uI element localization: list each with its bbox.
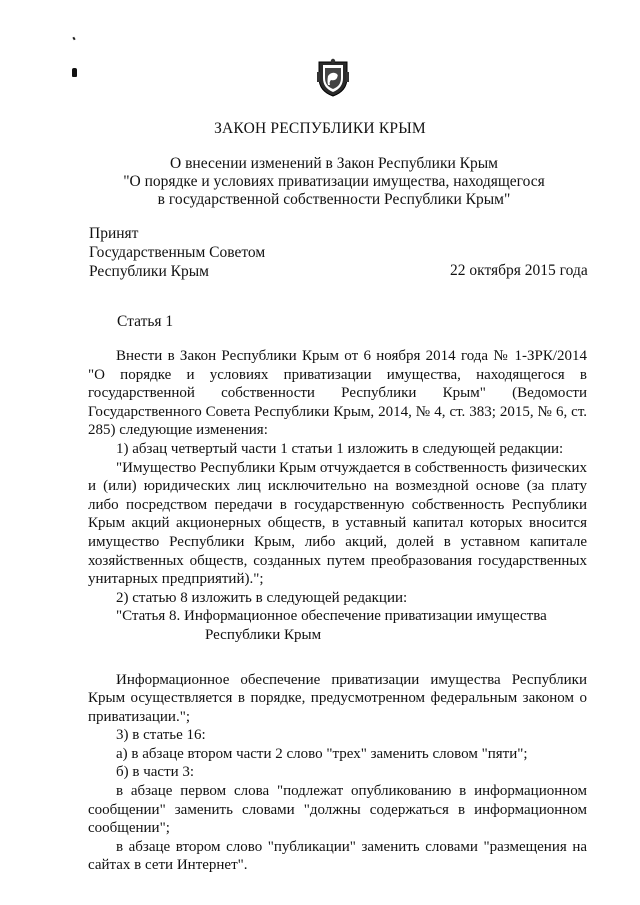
adoption-date: 22 октября 2015 года — [450, 262, 588, 279]
amended-article-heading: "Статья 8. Информационное обеспечение приватизации имущества — [116, 608, 547, 625]
amendment-item-3b: б) в части 3: — [116, 764, 195, 781]
adoption-line: Государственным Советом — [89, 244, 266, 261]
amendment-item-1: 1) абзац четвертый части 1 статьи 1 изложить в следующей редакции: — [116, 440, 564, 457]
law-subtitle — [0, 155, 640, 209]
amendment-item-3: 3) в статье 16: — [116, 727, 206, 744]
article-heading: Статья 1 — [117, 313, 174, 330]
scan-mark — [72, 37, 75, 41]
law-title: ЗАКОН РЕСПУБЛИКИ КРЫМ — [214, 120, 426, 137]
amendment-item-2-text: Информационное обеспечение приватизации имущества Республики Крым осуществляется в порядке, предусмотренном федеральным законом о приватизации."; — [88, 671, 587, 725]
amendment-item-2: 2) статью 8 изложить в следующей редакции: — [116, 589, 408, 606]
scan-mark — [72, 68, 77, 77]
subtitle-line: в государственной собственности Республики Крым" — [157, 191, 511, 208]
amendment-item-3b-1: в абзаце первом слова "подлежат опубликованию в информационном сообщении" заменить словами "должны содержаться в информационном сообщении"; — [88, 783, 587, 837]
subtitle-line: О внесении изменений в Закон Республики Крым — [170, 155, 498, 172]
amendment-item-3a: а) в абзаце втором части 2 слово "трех" заменить словом "пяти"; — [116, 745, 528, 762]
amendment-item-3b-2: в абзаце втором слово "публикации" заменить словами "размещения на сайтах в сети Интернет". — [88, 838, 587, 874]
spacer — [88, 645, 587, 671]
adoption-line: Республики Крым — [89, 263, 209, 280]
adoption-block — [89, 224, 265, 281]
subtitle-line: "О порядке и условиях приватизации имущества, находящегося — [123, 173, 545, 190]
article-intro: Внести в Закон Республики Крым от 6 ноября 2014 года № 1-ЗРК/2014 "О порядке и условиях приватизации имущества, находящегося в государственной собственности Республики Крым" (Ведомости Государственного Совета Республики Крым, 2014, № 4, ст. 383; 2015, № 6, ст. 285) следующие изменения: — [88, 348, 587, 439]
crimea-coat-of-arms-icon — [315, 58, 351, 98]
amendment-item-1-text: "Имущество Республики Крым отчуждается в собственность физических и (или) юридических лиц исключительно на возмездной основе (за плату либо посредством передачи в государственную собственность Республики Крым акций акционерных обществ, в уставный капитал которых вносится имущество Республики Крым, либо акций, долей в уставном капитале хозяйственных обществ, созданных путем преобразования государственных унитарных предприятий)."; — [88, 459, 587, 588]
amended-article-heading-cont: Республики Крым — [205, 626, 322, 643]
article-body — [88, 347, 587, 875]
adoption-line: Принят — [89, 225, 139, 242]
